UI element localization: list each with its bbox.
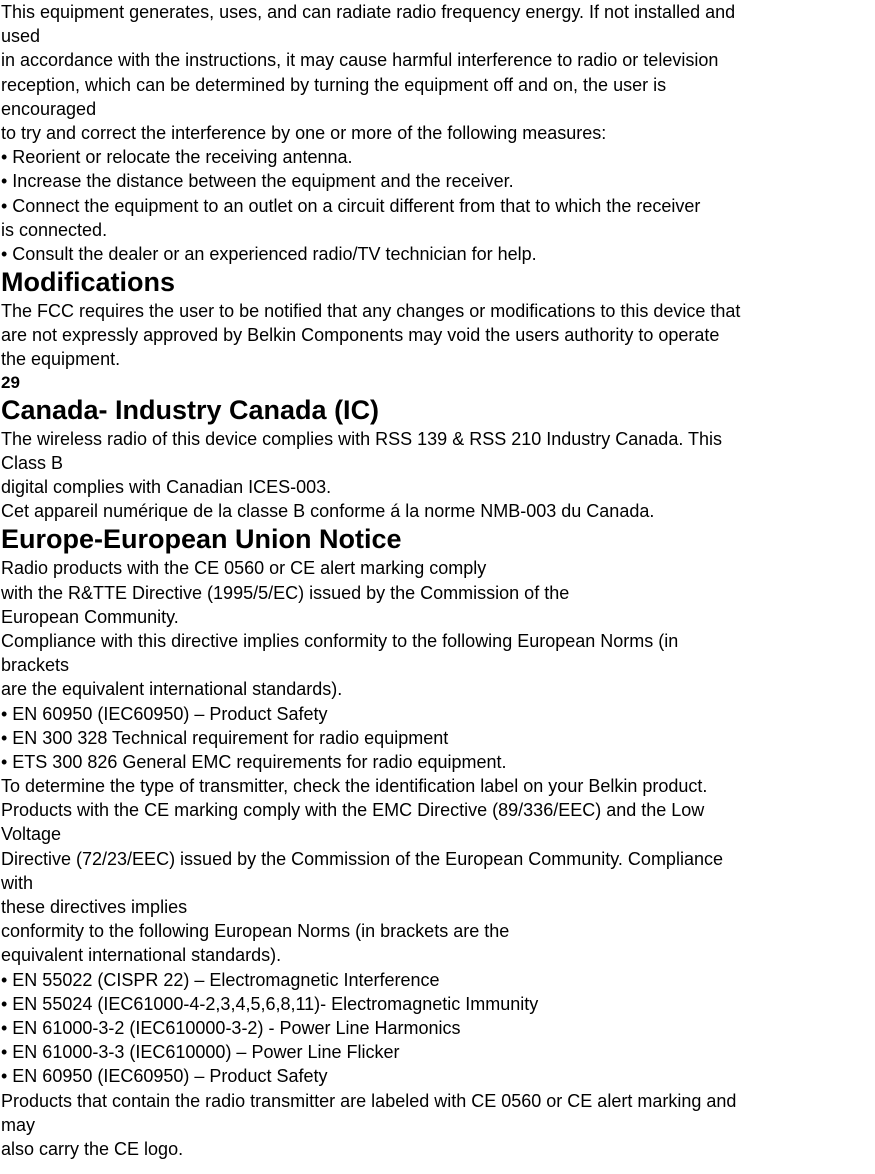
norm-bullet: • EN 55024 (IEC61000-4-2,3,4,5,6,8,11)- Electromagnetic Immunity (1, 993, 539, 1014)
europe-line: these directives implies (1, 897, 188, 917)
europe-line: conformity to the following European Norms (in brackets are the (1, 921, 510, 942)
modifications-section (1, 267, 875, 372)
intro-section (1, 0, 875, 266)
norm-bullet: • EN 55022 (CISPR 22) – Electromagnetic Interference (1, 969, 440, 990)
measure-bullet-continued: is connected. (1, 219, 108, 240)
europe-line: also carry the CE logo. (1, 1138, 184, 1159)
canada-line: The wireless radio of this device complies with RSS 139 & RSS 210 Industry Canada. This (1, 428, 723, 449)
europe-line: are the equivalent international standards). (1, 679, 343, 700)
intro-line: in accordance with the instructions, it may cause harmful interference to radio or television (1, 50, 719, 71)
europe-line: may (1, 1114, 36, 1135)
norm-bullet: • EN 60950 (IEC60950) – Product Safety (1, 1066, 328, 1087)
europe-heading: Europe-European Union Notice (1, 524, 402, 555)
europe-line: To determine the type of transmitter, check the identification label on your Belkin product. (1, 776, 708, 797)
norm-bullet: • EN 61000-3-3 (IEC610000) – Power Line Flicker (1, 1042, 400, 1063)
europe-line: brackets (1, 655, 70, 676)
norm-bullet: • EN 60950 (IEC60950) – Product Safety (1, 703, 328, 724)
intro-line: This equipment generates, uses, and can radiate radio frequency energy. If not installed and (1, 2, 736, 22)
measure-bullet: • Connect the equipment to an outlet on a circuit different from that to which the receiver (1, 195, 701, 216)
modifications-line: the equipment. (1, 349, 121, 370)
intro-line: encouraged (1, 98, 97, 119)
measure-bullet: • Reorient or relocate the receiving antenna. (1, 147, 353, 168)
europe-line: with the R&TTE Directive (1995/5/EC) issued by the Commission of the (1, 582, 570, 603)
europe-line: Directive (72/23/EEC) issued by the Commission of the European Community. Compliance (1, 848, 723, 869)
europe-line: European Community. (1, 606, 179, 627)
europe-line: Voltage (1, 824, 62, 845)
europe-line: Radio products with the CE 0560 or CE alert marking comply (1, 558, 487, 579)
page-number: 29 (1, 372, 20, 392)
norm-bullet: • EN 300 328 Technical requirement for radio equipment (1, 727, 449, 748)
measure-bullet: • Increase the distance between the equipment and the receiver. (1, 171, 514, 192)
norm-bullet: • ETS 300 826 General EMC requirements for radio equipment. (1, 751, 507, 772)
norm-bullet: • EN 61000-3-2 (IEC610000-3-2) - Power Line Harmonics (1, 1017, 461, 1038)
europe-line: with (1, 872, 34, 893)
intro-line: reception, which can be determined by turning the equipment off and on, the user is (1, 74, 667, 95)
canada-heading: Canada- Industry Canada (IC) (1, 394, 380, 425)
modifications-line: are not expressly approved by Belkin Components may void the users authority to operate (1, 325, 720, 346)
europe-line: equivalent international standards). (1, 945, 282, 966)
europe-line: Compliance with this directive implies conformity to the following European Norms (in (1, 630, 679, 651)
canada-line: digital complies with Canadian ICES-003. (1, 477, 332, 497)
document-page (1, 0, 875, 1161)
europe-line: Products with the CE marking comply with the EMC Directive (89/336/EEC) and the Low (1, 800, 705, 821)
measure-bullet: • Consult the dealer or an experienced radio/TV technician for help. (1, 243, 537, 264)
modifications-heading: Modifications (1, 267, 175, 298)
europe-section (1, 524, 875, 1161)
canada-line: Class B (1, 452, 64, 473)
canada-line: Cet appareil numérique de la classe B conforme á la norme NMB-003 du Canada. (1, 501, 655, 522)
intro-line: to try and correct the interference by one or more of the following measures: (1, 122, 607, 143)
intro-line: used (1, 26, 41, 47)
modifications-line: The FCC requires the user to be notified that any changes or modifications to this device that (1, 301, 741, 322)
canada-section (1, 395, 875, 524)
europe-line: Products that contain the radio transmitter are labeled with CE 0560 or CE alert marking and (1, 1090, 737, 1111)
